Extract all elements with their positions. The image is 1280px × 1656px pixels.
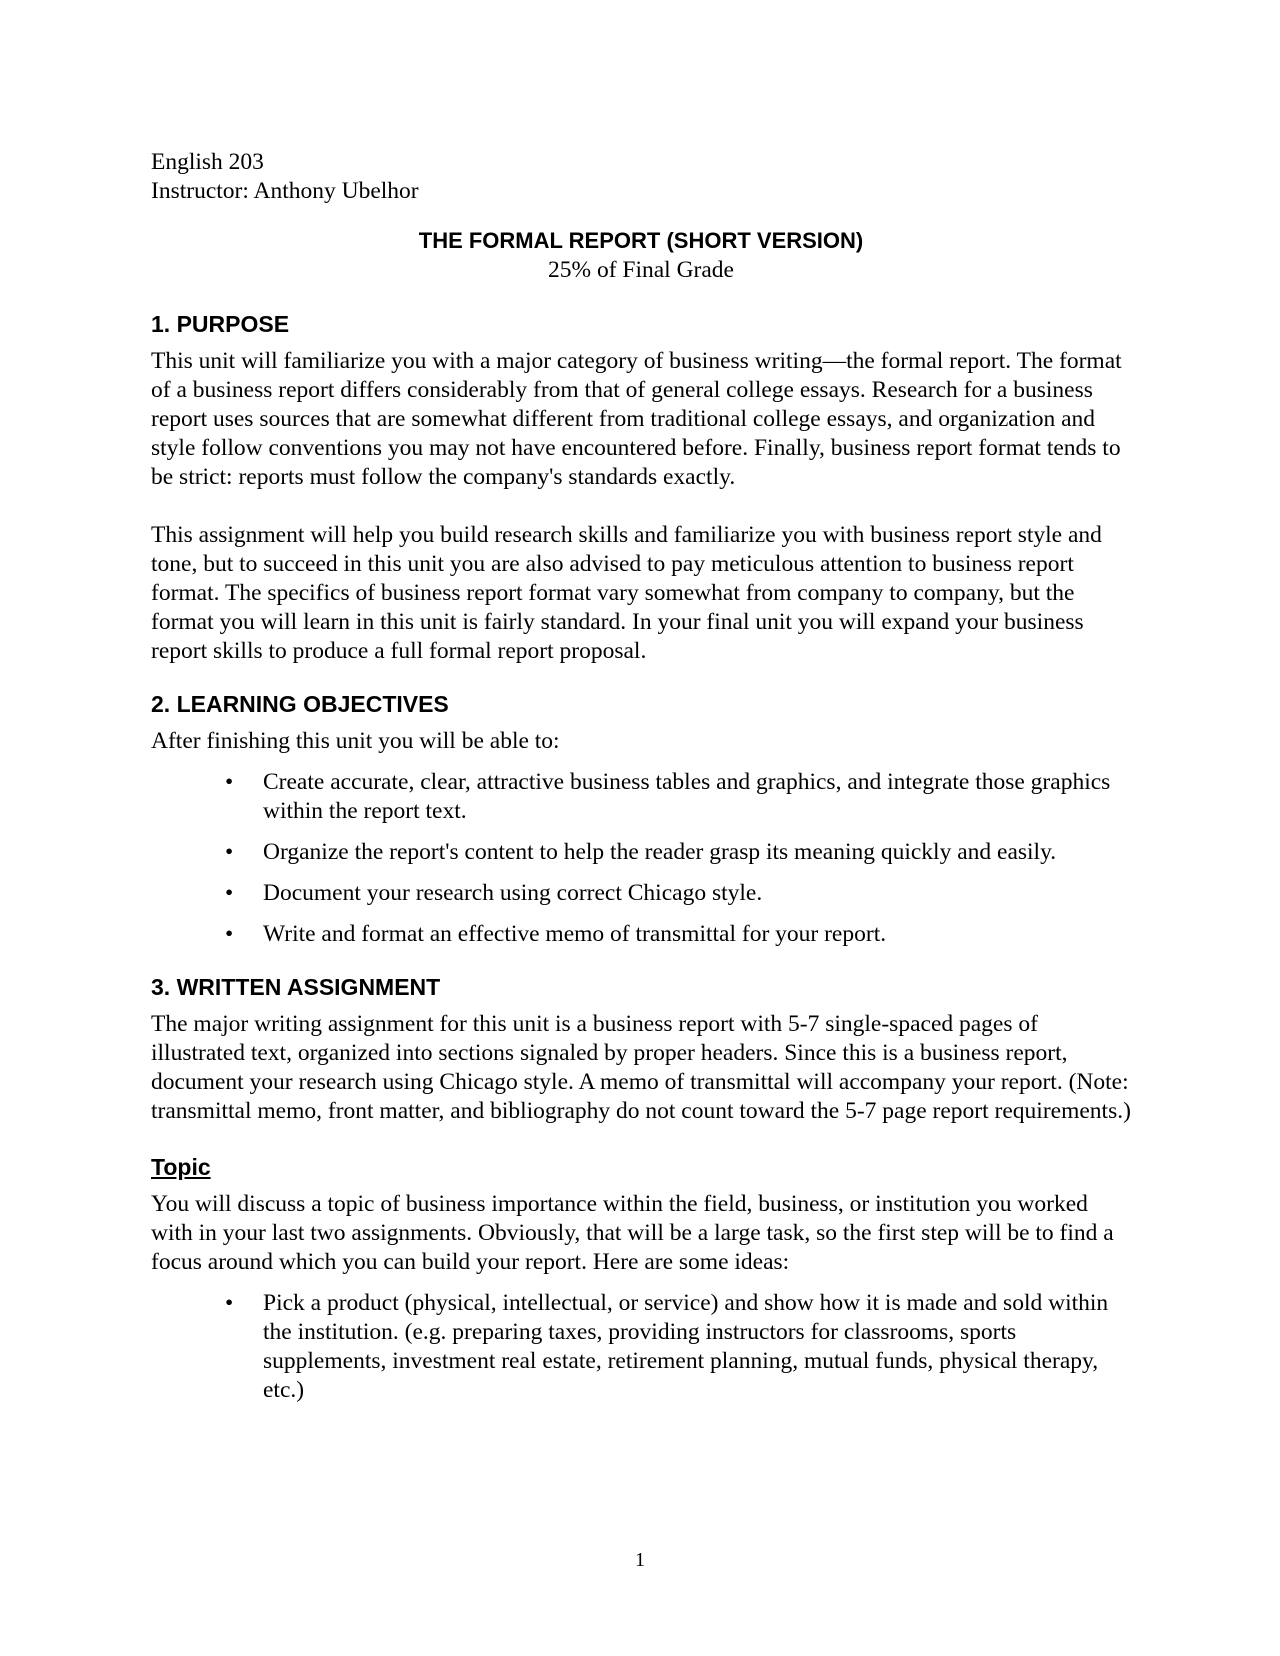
bullet-icon: • (225, 769, 234, 795)
purpose-paragraph-1: This unit will familiarize you with a major category of business writing—the formal report. The format of a business report differs considerably from that of general college essays. Research for a business report uses sources that are somewhat different from traditional college essays, and organization and style follow conventions you may not have encountered before. Finally, business report format tends to be strict: reports must follow the company's standards exactly. (151, 348, 1122, 490)
instructor-name: Instructor: Anthony Ubelhor (151, 178, 419, 204)
section-heading-purpose: 1. PURPOSE (151, 311, 290, 337)
list-item (151, 1289, 1131, 1405)
section-heading-objectives: 2. LEARNING OBJECTIVES (151, 691, 449, 717)
purpose-paragraph-2: This assignment will help you build research skills and familiarize you with business report style and tone, but to succeed in this unit you are also advised to pay meticulous attention to business report format. The specifics of business report format vary somewhat from company to company, but the format you will learn in this unit is fairly standard. In your final unit you will expand your business report skills to produce a full formal report proposal. (151, 522, 1102, 664)
list-item-text: Organize the report's content to help the reader grasp its meaning quickly and easily. (263, 839, 1057, 865)
grade-weight: 25% of Final Grade (548, 257, 734, 283)
list-item (151, 838, 1131, 867)
list-item-text: Document your research using correct Chicago style. (263, 880, 763, 906)
list-item (151, 768, 1131, 826)
course-name: English 203 (151, 149, 264, 175)
bullet-icon: • (225, 921, 234, 947)
section-heading-assignment: 3. WRITTEN ASSIGNMENT (151, 974, 441, 1000)
subheading-topic: Topic (151, 1154, 211, 1180)
objectives-list (151, 768, 1131, 949)
page-number: 1 (635, 1549, 645, 1571)
list-item (151, 920, 1131, 949)
list-item-text: Pick a product (physical, intellectual, or service) and show how it is made and sold within the institution. (e.g. preparing taxes, providing instructors for classrooms, sports supplements, investment real estate, retirement planning, mutual funds, physical therapy, etc.) (263, 1290, 1109, 1403)
document-page (151, 148, 1131, 1417)
list-item-text: Create accurate, clear, attractive business tables and graphics, and integrate those graphics within the report text. (263, 769, 1111, 824)
list-item-text: Write and format an effective memo of transmittal for your report. (263, 921, 887, 947)
topic-paragraph: You will discuss a topic of business importance within the field, business, or institution you worked with in your last two assignments. Obviously, that will be a large task, so the first step will be to find a focus around which you can build your report. Here are some ideas: (151, 1191, 1114, 1275)
topic-ideas-list (151, 1289, 1131, 1405)
bullet-icon: • (225, 839, 234, 865)
document-title: THE FORMAL REPORT (SHORT VERSION) (418, 228, 864, 253)
assignment-paragraph: The major writing assignment for this unit is a business report with 5-7 single-spaced pages of illustrated text, organized into sections signaled by proper headers. Since this is a business report, document your research using Chicago style. A memo of transmittal will accompany your report. (Note: transmittal memo, front matter, and bibliography do not count toward the 5-7 page report requirements.) (151, 1011, 1131, 1124)
list-item (151, 879, 1131, 908)
objectives-intro: After finishing this unit you will be able to: (151, 728, 560, 754)
bullet-icon: • (225, 1290, 234, 1316)
bullet-icon: • (225, 880, 234, 906)
